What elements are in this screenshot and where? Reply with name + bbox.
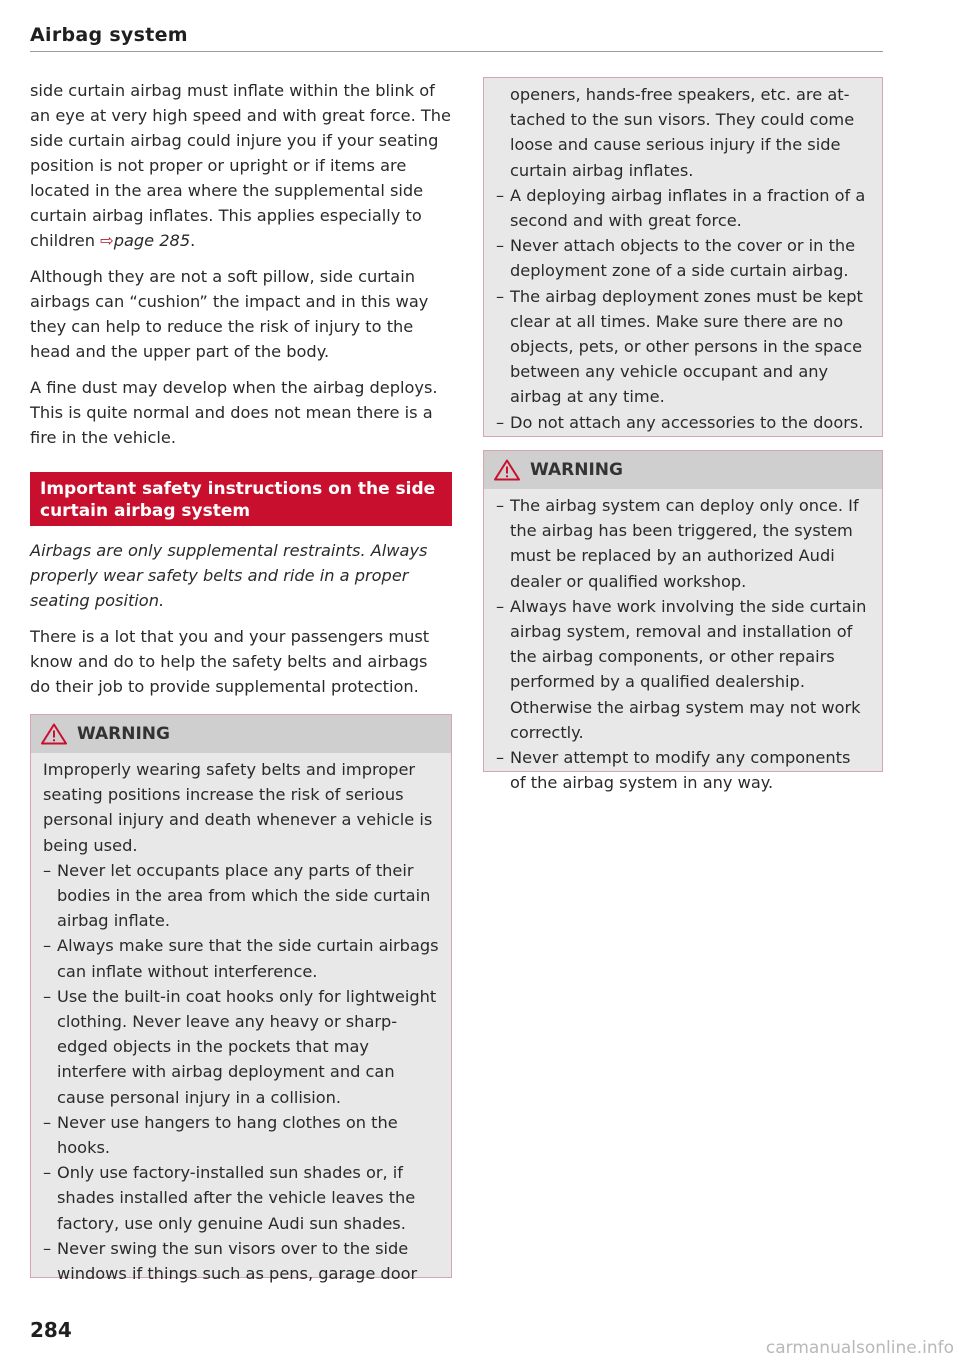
list-item: – Never let occupants place any parts of their bodies in the area from which the side curtain airbag inflate.: [43, 858, 439, 934]
list-item: – The airbag deployment zones must be kept clear at all times. Make sure there are no objects, pets, or other persons in the space between any vehicle occupant and any airbag at any time.: [496, 284, 870, 410]
list-item: – The airbag system can deploy only once. If the airbag has been triggered, the system must be replaced by an authorized Audi dealer or qualified workshop.: [496, 493, 870, 594]
arrow-right-icon: ⇨: [100, 231, 114, 250]
body-paragraph-3: A fine dust may develop when the airbag deploys. This is quite normal and does not mean there is a fire in the vehicle.: [30, 378, 438, 447]
page-number: 284: [30, 1318, 72, 1342]
body-paragraph-4: There is a lot that you and your passengers must know and do to help the safety belts and airbags do their job to provide supplemental protection.: [30, 627, 430, 696]
page-header-title: Airbag system: [30, 24, 188, 46]
page-reference-link[interactable]: page 285: [113, 231, 191, 250]
warning-body: [31, 753, 451, 1292]
right-column: [483, 77, 883, 793]
warning-continued-lead: openers, hands-free speakers, etc. are attached to the sun visors. They could come loose and cause serious injury if the side curtain airbag inflates.: [510, 85, 855, 180]
list-item: – Do not attach any accessories to the doors.: [496, 410, 870, 435]
list-item: – Never attempt to modify any components of the airbag system in any way.: [496, 745, 870, 795]
warning-list-2: [496, 493, 870, 795]
warning-box-continued: [483, 77, 883, 437]
warning-title: WARNING: [77, 724, 170, 744]
warning-header-2: [484, 451, 882, 489]
para1-end: .: [190, 231, 196, 250]
list-item: – Use the built-in coat hooks only for lightweight clothing. Never leave any heavy or sharp-edged objects in the pockets that may interfere with airbag deployment and can cause personal injury in a collision.: [43, 984, 439, 1110]
body-paragraph-2: Although they are not a soft pillow, side curtain airbags can “cushion” the impact and in this way they can help to reduce the risk of injury to the head and the upper part of the body.: [30, 267, 429, 361]
warning-list-continued: [496, 183, 870, 435]
list-item: – A deploying airbag inflates in a fraction of a second and with great force.: [496, 183, 870, 233]
warning-header: [31, 715, 451, 753]
warning-lead: Improperly wearing safety belts and improper seating positions increase the risk of serious personal injury and death whenever a vehicle is being used.: [43, 760, 433, 855]
warning-body-2: [484, 489, 882, 801]
section-intro: Airbags are only supplemental restraints. Always properly wear safety belts and ride in a proper seating position.: [30, 541, 428, 610]
warning-box-2: [483, 450, 883, 793]
list-item: – Always make sure that the side curtain airbags can inflate without interference.: [43, 933, 439, 983]
list-item: – Only use factory-installed sun shades or, if shades installed after the vehicle leaves the factory, use only genuine Audi sun shades.: [43, 1160, 439, 1236]
list-item: – Always have work involving the side curtain airbag system, removal and installation of the airbag components, or other repairs performed by a qualified dealership. Otherwise the airbag system may not work correctly.: [496, 594, 870, 745]
body-paragraph-1: [30, 78, 452, 253]
list-item: – Never attach objects to the cover or in the deployment zone of a side curtain airbag.: [496, 233, 870, 283]
warning-triangle-icon: [494, 459, 520, 481]
list-item: – Never swing the sun visors over to the side windows if things such as pens, garage door: [43, 1236, 439, 1286]
watermark: carmanualsonline.info: [765, 1338, 954, 1358]
left-column: [30, 78, 452, 1284]
para1-text: side curtain airbag must inflate within the blink of an eye at very high speed and with great force. The side curtain airbag could injure you if your seating position is not proper or upright or if items are located in the area where the supplemental side curtain airbag inflates. This applies especially to children: [30, 81, 451, 250]
list-item: – Never use hangers to hang clothes on the hooks.: [43, 1110, 439, 1160]
warning-box: [30, 714, 452, 1284]
warning-list: [43, 858, 439, 1286]
header-divider: [30, 51, 883, 52]
warning-title-2: WARNING: [530, 460, 623, 480]
section-heading: Important safety instructions on the side curtain airbag system: [30, 472, 452, 526]
warning-body-continued: [484, 78, 882, 441]
warning-triangle-icon: [41, 723, 67, 745]
